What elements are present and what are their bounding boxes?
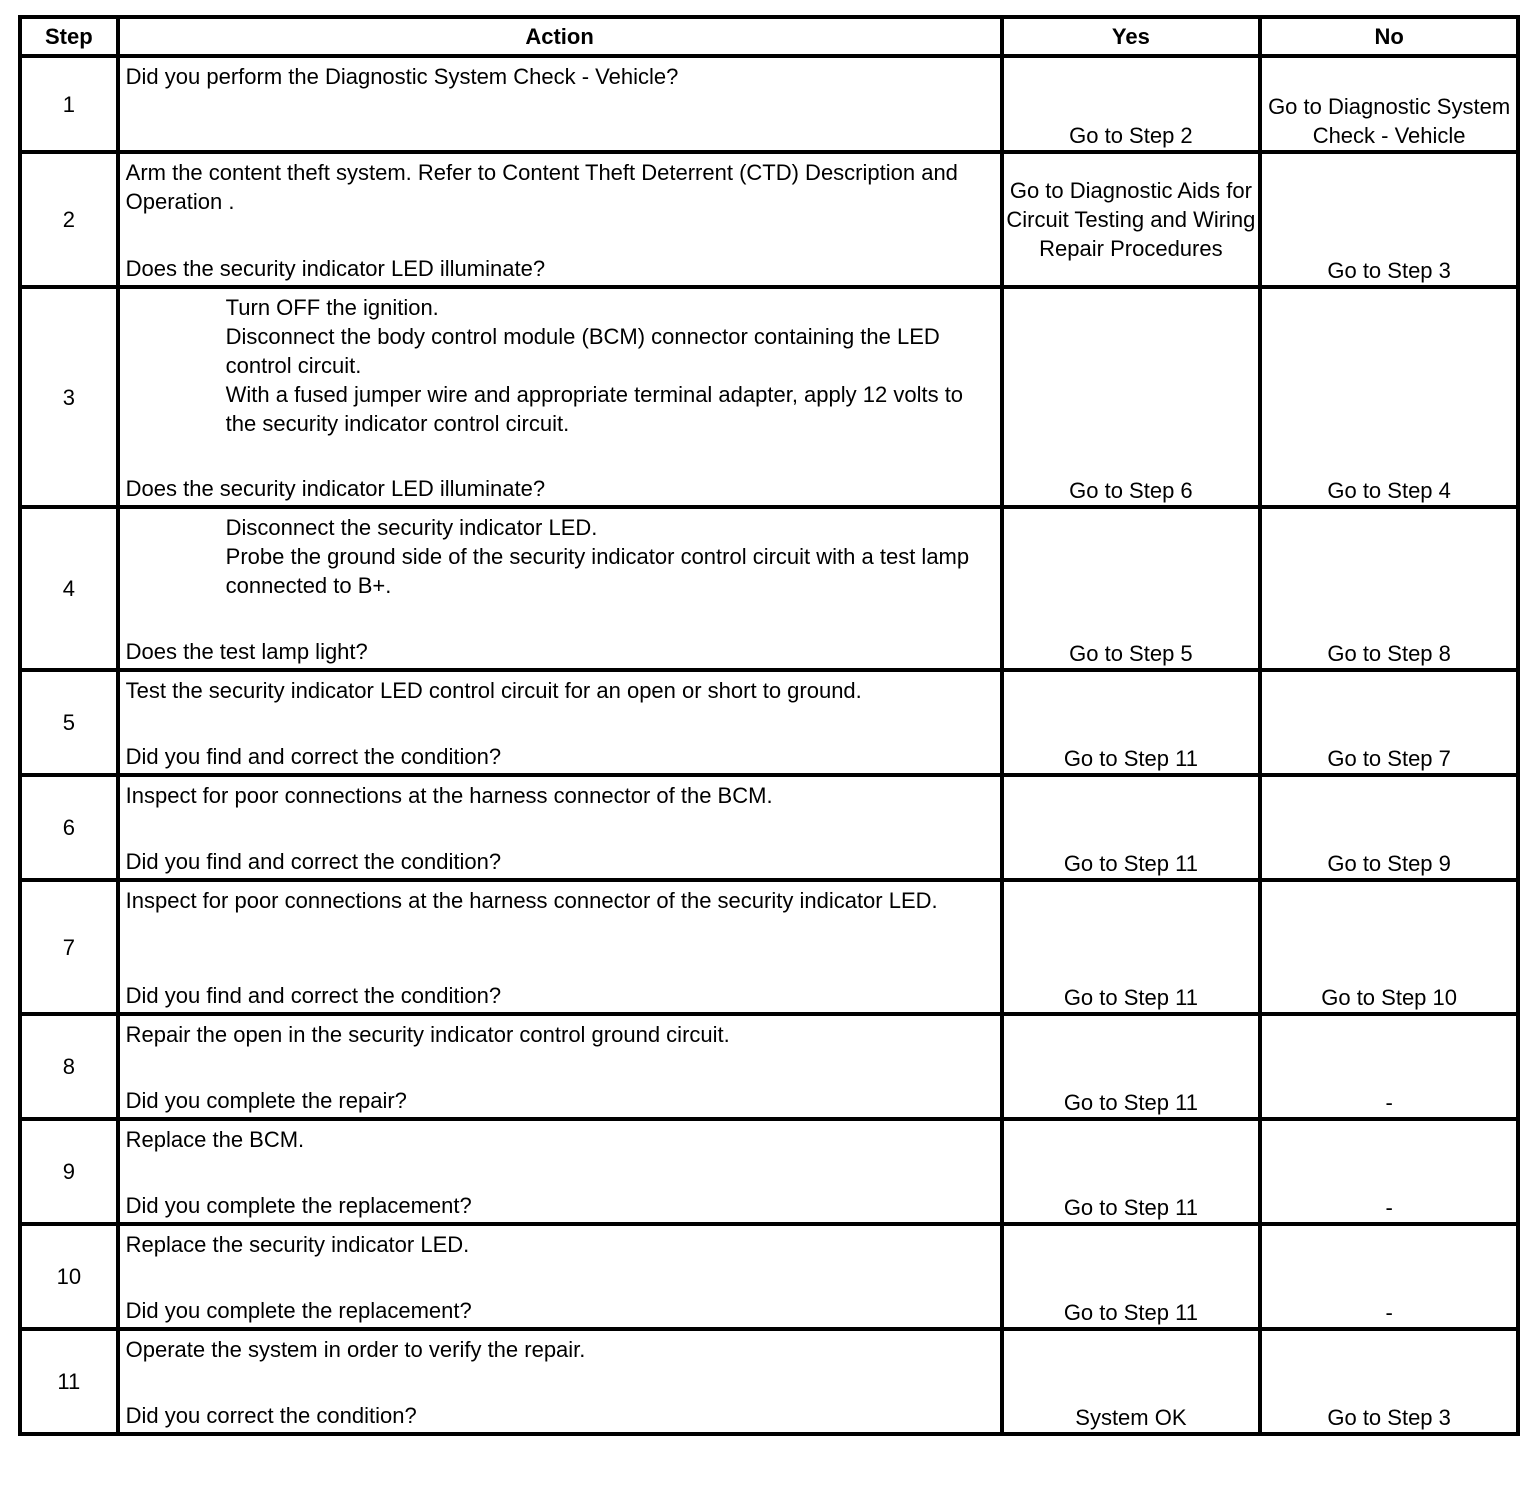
action-text: Repair the open in the security indicator control ground circuit. (125, 1022, 730, 1047)
no-cell: Go to Step 3 (1260, 1329, 1518, 1434)
yes-cell: Go to Step 11 (1002, 775, 1261, 880)
diagnostic-table (18, 15, 1520, 1436)
action-text: Arm the content theft system. Refer to Content Theft Deterrent (CTD) Description and Operation . (125, 160, 958, 214)
action-question: Did you find and correct the condition? (125, 983, 502, 1008)
step-number: 11 (20, 1329, 118, 1434)
no-cell: Go to Step 9 (1260, 775, 1518, 880)
yes-cell: Go to Step 11 (1002, 880, 1261, 1014)
action-cell (118, 1329, 1002, 1434)
table-row (20, 507, 1518, 670)
yes-cell: Go to Step 11 (1002, 670, 1261, 775)
step-number: 6 (20, 775, 118, 880)
action-bullet-list (126, 293, 994, 438)
action-bullet: Disconnect the security indicator LED. (225, 515, 598, 540)
table-row (20, 1329, 1518, 1434)
no-cell: Go to Step 8 (1260, 507, 1518, 670)
no-cell: - (1260, 1224, 1518, 1329)
header-step: Step (20, 17, 118, 56)
action-bullet: Disconnect the body control module (BCM) connector containing the LED control circuit. (225, 324, 940, 378)
step-number: 9 (20, 1119, 118, 1224)
table-row (20, 1119, 1518, 1224)
header-no: No (1260, 17, 1518, 56)
action-bullet: Probe the ground side of the security indicator control circuit with a test lamp connected to B+. (225, 544, 970, 598)
action-question: Did you complete the replacement? (125, 1193, 472, 1218)
no-cell: - (1260, 1119, 1518, 1224)
table-row (20, 287, 1518, 507)
no-cell: Go to Step 3 (1260, 152, 1518, 287)
yes-cell: Go to Step 11 (1002, 1224, 1261, 1329)
action-question: Did you correct the condition? (125, 1403, 417, 1428)
action-cell (118, 1119, 1002, 1224)
action-text: Inspect for poor connections at the harness connector of the security indicator LED. (125, 888, 938, 913)
header-yes: Yes (1002, 17, 1261, 56)
no-cell: Go to Diagnostic System Check - Vehicle (1260, 56, 1518, 152)
yes-cell: Go to Step 11 (1002, 1119, 1261, 1224)
header-action: Action (118, 17, 1002, 56)
header-row (20, 17, 1518, 56)
table-row (20, 880, 1518, 1014)
no-cell: Go to Step 7 (1260, 670, 1518, 775)
action-bullet-list (126, 513, 994, 600)
step-number: 1 (20, 56, 118, 152)
action-cell (118, 880, 1002, 1014)
table-row (20, 152, 1518, 287)
action-cell (118, 775, 1002, 880)
action-question: Did you complete the repair? (125, 1088, 407, 1113)
action-question: Did you complete the replacement? (125, 1298, 472, 1323)
step-number: 5 (20, 670, 118, 775)
yes-cell: Go to Step 11 (1002, 1014, 1261, 1119)
no-cell: - (1260, 1014, 1518, 1119)
action-bullet: With a fused jumper wire and appropriate terminal adapter, apply 12 volts to the security indicator control circuit. (225, 382, 964, 436)
action-text: Inspect for poor connections at the harness connector of the BCM. (125, 783, 773, 808)
action-bullet: Turn OFF the ignition. (225, 295, 439, 320)
action-cell (118, 287, 1002, 507)
table-row (20, 670, 1518, 775)
yes-cell: Go to Step 5 (1002, 507, 1261, 670)
action-cell (118, 1224, 1002, 1329)
yes-cell: Go to Diagnostic Aids for Circuit Testing and Wiring Repair Procedures (1002, 152, 1261, 287)
action-text: Operate the system in order to verify the repair. (125, 1337, 586, 1362)
action-cell (118, 152, 1002, 287)
yes-cell: Go to Step 2 (1002, 56, 1261, 152)
action-text: Did you perform the Diagnostic System Check - Vehicle? (125, 64, 679, 89)
action-text: Replace the BCM. (125, 1127, 305, 1152)
action-question: Does the test lamp light? (125, 639, 368, 664)
action-cell (118, 507, 1002, 670)
no-cell: Go to Step 4 (1260, 287, 1518, 507)
no-cell: Go to Step 10 (1260, 880, 1518, 1014)
table-row (20, 775, 1518, 880)
action-cell (118, 56, 1002, 152)
action-question: Does the security indicator LED illuminate? (125, 256, 546, 281)
yes-cell: Go to Step 6 (1002, 287, 1261, 507)
step-number: 7 (20, 880, 118, 1014)
yes-cell: System OK (1002, 1329, 1261, 1434)
action-text: Test the security indicator LED control circuit for an open or short to ground. (125, 678, 862, 703)
table-row (20, 1014, 1518, 1119)
action-cell (118, 1014, 1002, 1119)
action-cell (118, 670, 1002, 775)
step-number: 4 (20, 507, 118, 670)
step-number: 2 (20, 152, 118, 287)
step-number: 10 (20, 1224, 118, 1329)
table-row (20, 56, 1518, 152)
step-number: 8 (20, 1014, 118, 1119)
step-number: 3 (20, 287, 118, 507)
table-row (20, 1224, 1518, 1329)
action-question: Does the security indicator LED illuminate? (125, 476, 546, 501)
action-question: Did you find and correct the condition? (125, 849, 502, 874)
action-text: Replace the security indicator LED. (125, 1232, 470, 1257)
action-question: Did you find and correct the condition? (125, 744, 502, 769)
